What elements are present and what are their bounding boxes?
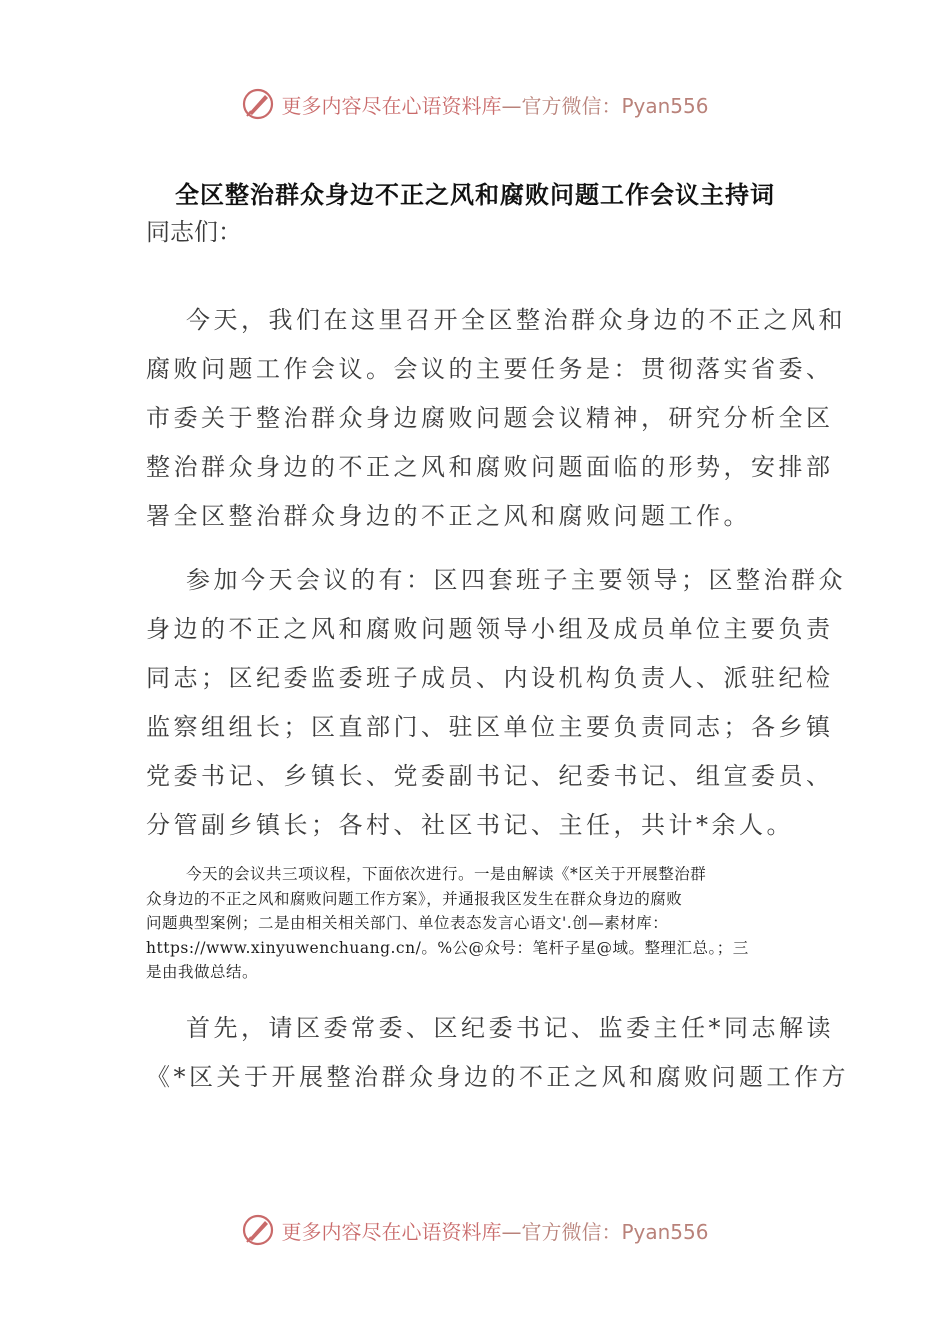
quill-pen-logo-icon	[241, 1213, 275, 1247]
paragraph-line: 署全区整治群众身边的不正之风和腐败问题工作。	[146, 502, 751, 530]
paragraph-line: 腐败问题工作会议。会议的主要任务是：贯彻落实省委、	[146, 355, 834, 383]
paragraph-line: 参加今天会议的有：区四套班子主要领导；区整治群众	[186, 566, 846, 594]
agenda-paragraph	[146, 862, 806, 985]
watermark-sub-text: —官方微信：Pyan556	[501, 1219, 709, 1244]
document-title: 全区整治群众身边不正之风和腐败问题工作会议主持词	[175, 180, 775, 209]
watermark-main-text: 更多内容尽在心语资料库	[281, 1219, 502, 1244]
paragraph-line: 同志；区纪委监委班子成员、内设机构负责人、派驻纪检	[146, 664, 834, 692]
paragraph-line: 整治群众身边的不正之风和腐败问题面临的形势，安排部	[146, 453, 834, 481]
paragraph-line: 分管副乡镇长；各村、社区书记、主任，共计*余人。	[146, 811, 794, 839]
paragraph-3	[146, 1004, 849, 1102]
paragraph-line: 首先，请区委常委、区纪委书记、监委主任*同志解读	[186, 1014, 834, 1042]
paragraph-line: 众身边的不正之风和腐败问题工作方案》，并通报我区发生在群众身边的腐败	[146, 889, 683, 908]
paragraph-line: 今天的会议共三项议程，下面依次进行。一是由解读《*区关于开展整治群	[186, 865, 707, 883]
paragraph-2	[146, 556, 846, 850]
paragraph-1	[146, 296, 846, 541]
header-watermark	[0, 84, 950, 124]
watermark-sub-text: —官方微信：Pyan556	[501, 93, 709, 118]
paragraph-line: 监察组组长；区直部门、驻区单位主要负责同志；各乡镇	[146, 713, 834, 741]
quill-pen-logo-icon	[241, 87, 275, 121]
paragraph-line: 是由我做总结。	[146, 963, 259, 981]
paragraph-line: 问题典型案例；二是由相关相关部门、单位表态发言心语文'.创—素材库：	[146, 914, 669, 932]
paragraph-line: 身边的不正之风和腐败问题领导小组及成员单位主要负责	[146, 615, 834, 643]
paragraph-line: https://www.xinyuwenchuang.cn/。%公@众号：笔杆子星@域。整理汇总。；三	[146, 938, 749, 957]
paragraph-line: 今天，我们在这里召开全区整治群众身边的不正之风和	[186, 306, 846, 334]
paragraph-line: 党委书记、乡镇长、党委副书记、纪委书记、组宣委员、	[146, 762, 834, 790]
paragraph-line: 《*区关于开展整治群众身边的不正之风和腐败问题工作方	[146, 1063, 849, 1091]
footer-watermark	[0, 1210, 950, 1250]
salutation: 同志们：	[146, 218, 242, 246]
watermark-main-text: 更多内容尽在心语资料库	[281, 93, 502, 118]
paragraph-line: 市委关于整治群众身边腐败问题会议精神，研究分析全区	[146, 404, 834, 432]
